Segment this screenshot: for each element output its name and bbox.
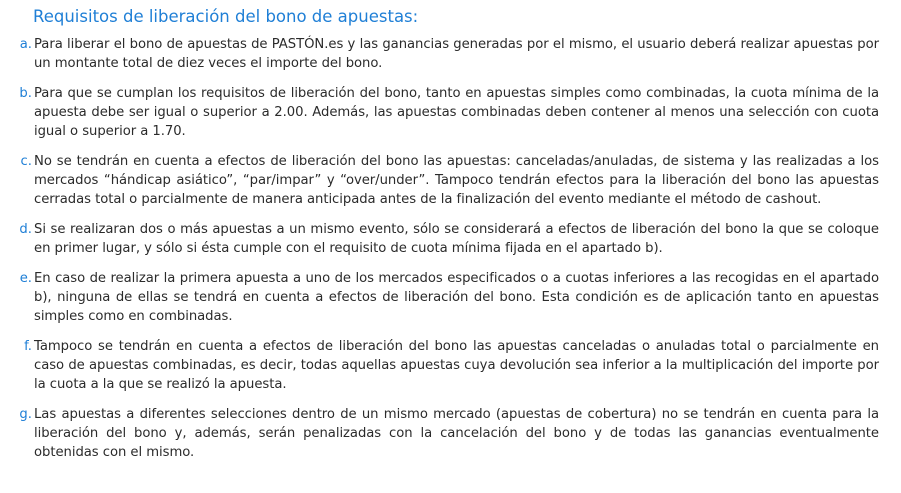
requirements-list — [8, 35, 879, 462]
list-marker: c. — [20, 154, 32, 169]
list-marker: d. — [19, 222, 32, 237]
list-marker: b. — [19, 86, 32, 101]
list-item-b — [8, 84, 879, 141]
list-item-text: Si se realizaran dos o más apuestas a un mismo evento, sólo se considerará a efectos de liberación del bono la que se coloque en primer lugar, y sólo si ésta cumple con el requisito de cuota mínima fijada en el apartado b). — [34, 222, 879, 256]
list-item-text: Las apuestas a diferentes selecciones dentro de un mismo mercado (apuestas de cobertura) no se tendrán en cuenta para la liberación del bono y, además, serán penalizadas con la cancelación del bono y de todas las ganancias eventualmente obtenidas con el mismo. — [34, 407, 879, 460]
list-marker: f. — [24, 339, 32, 354]
list-item-text: En caso de realizar la primera apuesta a uno de los mercados especificados o a cuotas inferiores a las recogidas en el apartado b), ninguna de ellas se tendrá en cuenta a efectos de liberación del bono. Esta condición es de aplicación tanto en apuestas simples como en combinadas. — [34, 271, 879, 324]
list-marker: a. — [19, 37, 32, 52]
list-item-text: Para liberar el bono de apuestas de PASTÓN.es y las ganancias generadas por el mismo, el usuario deberá realizar apuestas por un montante total de diez veces el importe del bono. — [34, 37, 879, 71]
list-item-e — [8, 269, 879, 326]
list-item-g — [8, 405, 879, 462]
list-item-text: Tampoco se tendrán en cuenta a efectos de liberación del bono las apuestas canceladas o anuladas total o parcialmente en caso de apuestas combinadas, es decir, todas aquellas apuestas cuya devolución sea inferior a la multiplicación del importe por la cuota a la que se realizó la apuesta. — [34, 339, 879, 392]
list-item-c — [8, 152, 879, 209]
section-title: Requisitos de liberación del bono de apuestas: — [33, 7, 419, 26]
list-item-text: Para que se cumplan los requisitos de liberación del bono, tanto en apuestas simples como combinadas, la cuota mínima de la apuesta debe ser igual o superior a 2.00. Además, las apuestas combinadas deben contener al menos una selección con cuota igual o superior a 1.70. — [34, 86, 879, 139]
list-item-f — [8, 337, 879, 394]
list-item-text: No se tendrán en cuenta a efectos de liberación del bono las apuestas: canceladas/anuladas, de sistema y las realizadas a los mercados “hándicap asiático”, “par/impar” y “over/under”. Tampoco tendrán efectos para la liberación del bono las apuestas cerradas total o parcialmente de manera anticipada antes de la finalización del evento mediante el método de cashout. — [34, 154, 879, 207]
list-marker: g. — [19, 407, 32, 422]
list-item-a — [8, 35, 879, 73]
list-marker: e. — [19, 271, 32, 286]
list-item-d — [8, 220, 879, 258]
